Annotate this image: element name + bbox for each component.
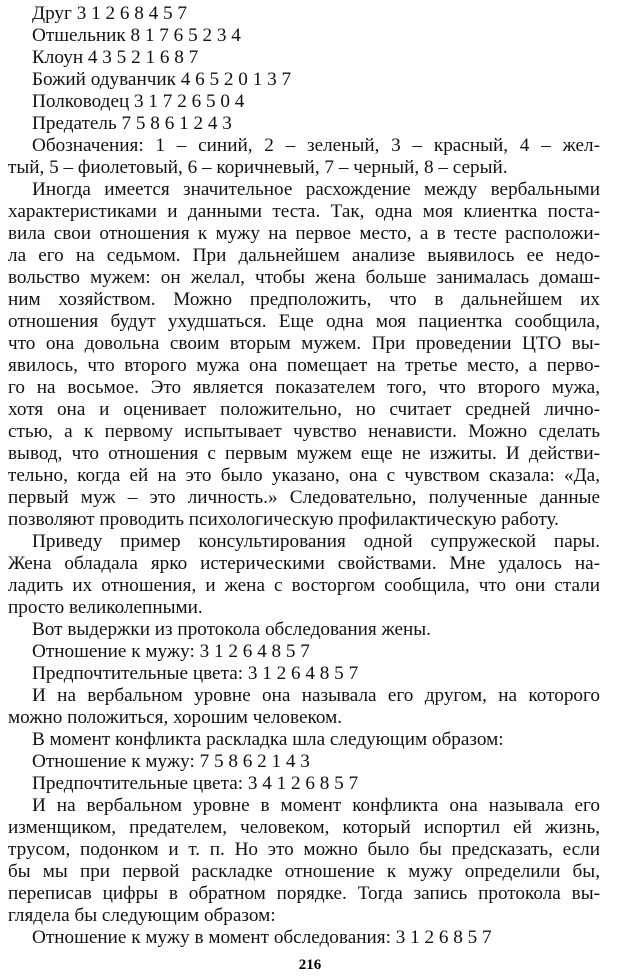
text-line: хотя она и оценивает положительно, но считает средней лично- [8, 399, 600, 420]
text-line: характеристиками и данными теста. Так, одна моя клиентка поста- [8, 201, 600, 222]
text-line: Приведу пример консультирования одной супружеской пары. [32, 531, 600, 552]
text-line: Обозначения: 1 – синий, 2 – зеленый, 3 – красный, 4 – жел- [32, 135, 600, 156]
text-line: Предпочтительные цвета: 3 4 1 2 6 8 5 7 [32, 773, 359, 794]
text-line: первый муж – это личность.» Следовательно, полученные данные [8, 487, 600, 508]
text-line: стью, а к первому испытывает чувство ненависти. Можно сделать [8, 421, 600, 442]
text-line: Божий одуванчик 4 6 5 2 0 1 3 7 [32, 69, 292, 90]
text-line: ладить их отношения, и жена с восторгом сообщила, что они стали [8, 575, 600, 596]
text-line: Жена обладала ярко истерическими свойствами. Мне удалось на- [8, 553, 600, 574]
text-line: вила свои отношения к мужу на первое место, а в тесте расположи- [8, 223, 600, 244]
text-line: явилось, что второго мужа она помещает на третье место, а перво- [8, 355, 600, 376]
text-line: В момент конфликта раскладка шла следующим образом: [32, 729, 504, 750]
text-line: отношения будут ухудшаться. Еще одна моя пациентка сообщила, [8, 311, 600, 332]
text-line: позволяют проводить психологическую профилактическую работу. [8, 509, 559, 530]
text-line: го на восьмое. Это является показателем того, что второго мужа, [8, 377, 600, 398]
text-line: Предпочтительные цвета: 3 1 2 6 4 8 5 7 [32, 663, 359, 684]
text-line: ним хозяйством. Можно предположить, что в дальнейшем их [8, 289, 600, 310]
text-line: ла его на седьмом. При дальнейшем анализе выявилось ее недо- [8, 245, 600, 266]
text-line: вольство мужем: он желал, чтобы жена больше занималась домаш- [8, 267, 600, 288]
text-line: Отшельник 8 1 7 6 5 2 3 4 [32, 25, 241, 46]
text-line: Отношение к мужу в момент обследования: 3 1 2 6 8 5 7 [32, 927, 492, 948]
text-line: Полководец 3 1 7 2 6 5 0 4 [32, 91, 245, 112]
text-line: можно положиться, хорошим человеком. [8, 707, 343, 728]
text-line: Иногда имеется значительное расхождение между вербальными [32, 179, 600, 200]
page-number: 216 [298, 957, 322, 973]
text-line: глядела бы следующим образом: [8, 905, 276, 926]
text-line: Отношение к мужу: 7 5 8 6 2 1 4 3 [32, 751, 310, 772]
text-line: тельно, когда ей на это было указано, она с чувством сказала: «Да, [8, 465, 600, 486]
text-line: Клоун 4 3 5 2 1 6 8 7 [32, 47, 199, 68]
text-line: Предатель 7 5 8 6 1 2 4 3 [32, 113, 232, 134]
text-line: изменщиком, предателем, человеком, который испортил ей жизнь, [8, 817, 600, 838]
text-line: И на вербальном уровне в момент конфликта она называла его [32, 795, 600, 816]
text-line: тый, 5 – фиолетовый, 6 – коричневый, 7 – черный, 8 – серый. [8, 157, 508, 178]
text-line: переписав цифры в обратном порядке. Тогда запись протокола вы- [8, 883, 600, 904]
text-line: что она довольна своим вторым мужем. При проведении ЦТО вы- [8, 333, 600, 354]
text-line: бы мы при первой раскладке отношение к мужу определили бы, [8, 861, 600, 882]
text-line: Отношение к мужу: 3 1 2 6 4 8 5 7 [32, 641, 310, 662]
text-line: трусом, подонком и т. п. Но это можно было бы предсказать, если [8, 839, 600, 860]
text-line: просто великолепными. [8, 597, 203, 618]
text-line: Друг 3 1 2 6 8 4 5 7 [32, 3, 188, 24]
text-line: вывод, что отношения с первым мужем еще не изжиты. И действи- [8, 443, 600, 464]
text-line: Вот выдержки из протокола обследования жены. [32, 619, 431, 640]
text-line: И на вербальном уровне она называла его другом, на которого [32, 685, 600, 706]
